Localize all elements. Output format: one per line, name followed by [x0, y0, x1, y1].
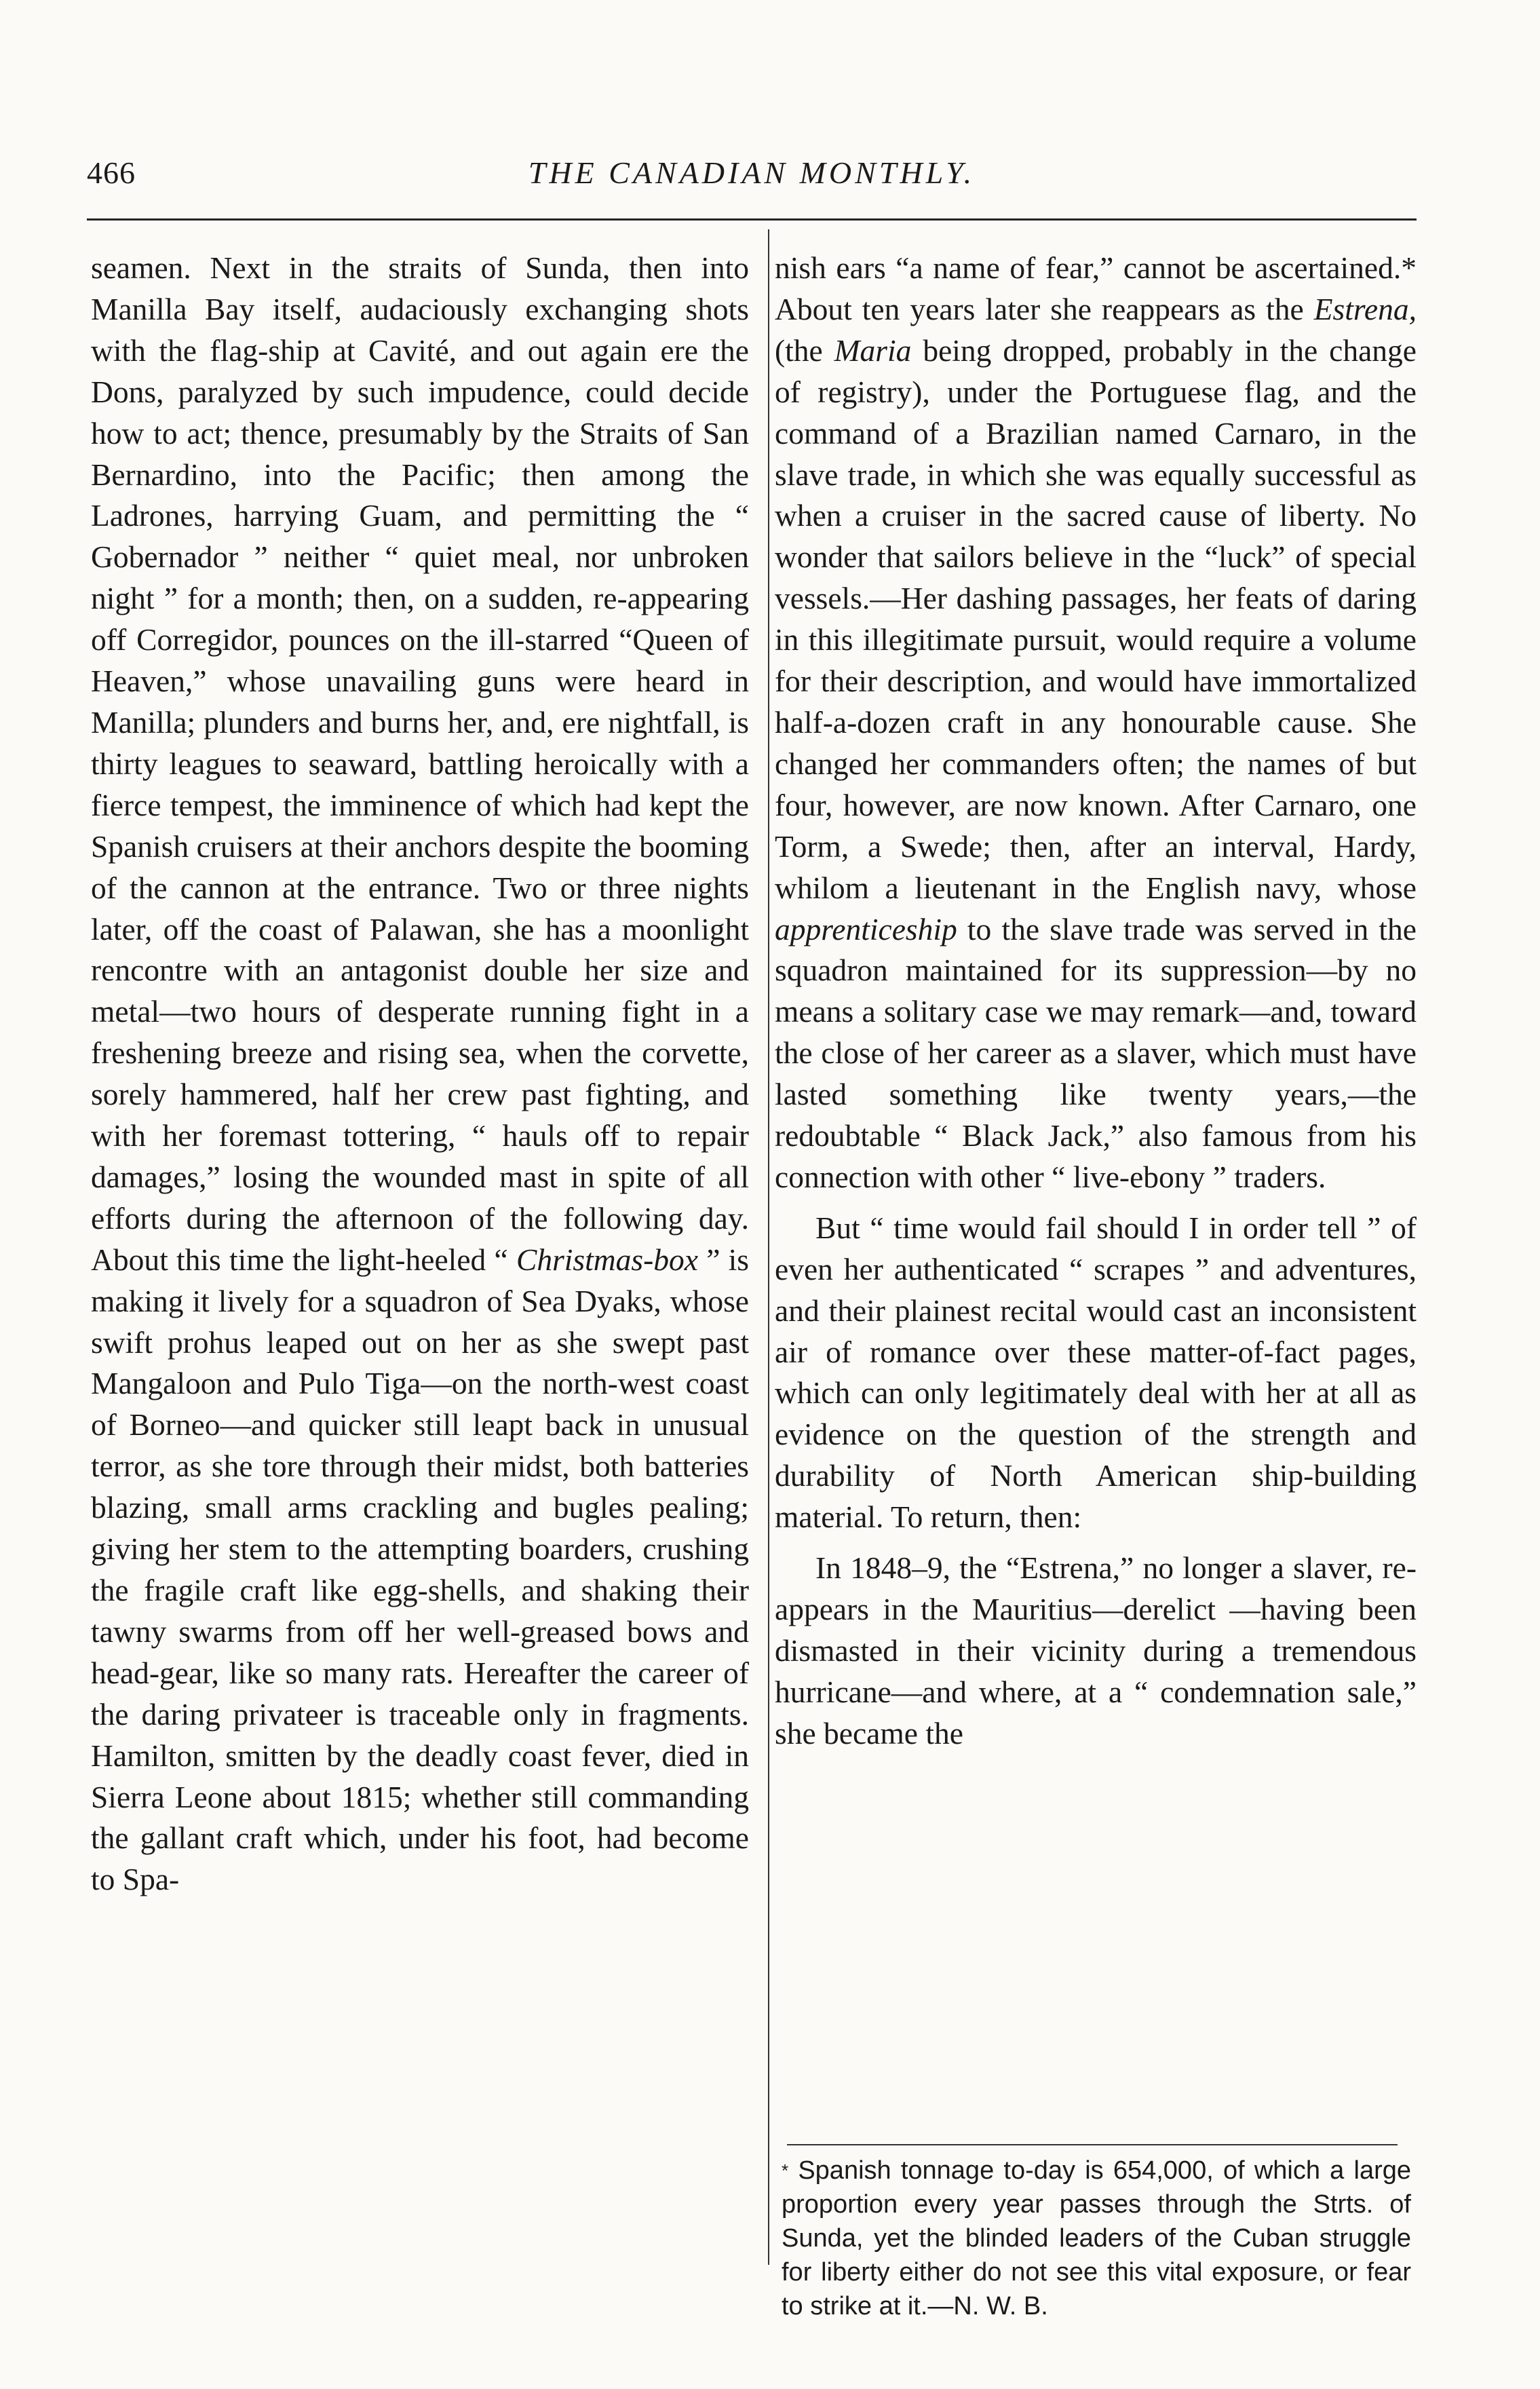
left-paragraph — [91, 248, 749, 1900]
running-title: THE CANADIAN MONTHLY. — [528, 155, 976, 190]
page-header — [87, 155, 1417, 202]
ship-name-maria: Maria — [834, 332, 912, 368]
text-run: nish ears “a name of fear,” cannot be ascertained.* About ten years later she reappears as the — [775, 250, 1417, 326]
footnote-marker: * — [782, 2160, 789, 2181]
text-run: ” is making it lively for a squadron of Sea Dyaks, whose swift prohus leaped out on her as she swept past Mangaloon and Pulo Tiga—on the north-west coast of Borneo—and quicker still leapt back in unusual terror, as she tore through their midst, both batteries blazing, small arms crackling and bugles pealing; giving her stem to the attempting boarders, crushing the fragile craft like egg-shells, and shaking their tawny swarms from off her well-greased bows and head-gear, like so many rats. Hereafter the career of the daring privateer is traceable only in fragments. Hamilton, smitten by the deadly coast fever, died in Sierra Leone about 1815; whether still commanding the gallant craft which, under his foot, had become to Spa- — [91, 1242, 749, 1897]
footnote — [782, 2154, 1411, 2323]
right-paragraph-3: In 1848–9, the “Estrena,” no longer a slaver, re-appears in the Mauritius—derelict —having been dismasted in their vicinity during a tremendous hurricane—and where, at a “ condemnation sale,” she became the — [775, 1550, 1417, 1751]
header-rule — [87, 218, 1417, 221]
page-number: 466 — [87, 155, 136, 190]
emphasis-apprenticeship: apprenticeship — [775, 911, 957, 947]
ship-name-estrena: Estrena, — [1313, 291, 1417, 326]
column-divider — [768, 229, 769, 2265]
footnote-rule — [787, 2144, 1398, 2145]
right-column — [775, 248, 1417, 1755]
text-run: being dropped, probably in the change of registry), under the Portuguese flag, and the command of a Brazilian named Carnaro, in the slave trade, in which she was equally successful as when a cruiser in the sacred cause of liberty. No wonder that sailors believe in the “luck” of special vessels.—Her dashing passages, her feats of daring in this illegitimate pursuit, would require a volume for their description, and would have immortalized half-a-dozen craft in any honourable cause. She changed her commanders often; the names of but four, however, are now known. After Carnaro, one Torm, a Swede; then, after an interval, Hardy, whilom a lieutenant in the English navy, whose — [775, 332, 1417, 905]
footnote-text: Spanish tonnage to-day is 654,000, of which a large proportion every year passes through the Strts. of Sunda, yet the blinded leaders of the Cuban struggle for liberty either do not see this vital exposure, or fear to strike at it.—N. W. B. — [782, 2156, 1412, 2320]
ship-name-christmas-box: Christmas-box — [516, 1242, 698, 1277]
text-run: seamen. Next in the straits of Sunda, then into Manilla Bay itself, audaciously exchanging shots with the flag-ship at Cavité, and out again ere the Dons, paralyzed by such impudence, could decide how to act; thence, presumably by the Straits of San Bernardino, into the Pacific; then among the Ladrones, harrying Guam, and permitting the “ Gobernador ” neither “ quiet meal, nor unbroken night ” for a month; then, on a sudden, re-appearing off Corregidor, pounces on the ill-starred “Queen of Heaven,” whose unavailing guns were heard in Manilla; plunders and burns her, and, ere nightfall, is thirty leagues to seaward, battling heroically with a fierce tempest, the imminence of which had kept the Spanish cruisers at their anchors despite the booming of the cannon at the entrance. Two or three nights later, off the coast of Palawan, she has a moonlight rencontre with an antagonist double her size and metal—two hours of desperate running fight in a freshening breeze and rising sea, when the corvette, sorely hammered, half her crew past fighting, and with her foremast tottering, “ hauls off to repair damages,” losing the wounded mast in spite of all efforts during the afternoon of the following day. About this time the light-heeled “ — [91, 250, 749, 1277]
left-column — [91, 248, 749, 1900]
text-run: to the slave trade was served in the squadron maintained for its suppression—by no means a solitary case we may remark—and, toward the close of her career as a slaver, which must have lasted something like twenty years,—the redoubtable “ Black Jack,” also famous from his connection with other “ live-ebony ” traders. — [775, 911, 1417, 1194]
right-paragraph-1 — [775, 248, 1417, 1198]
text-run: (the — [775, 332, 834, 368]
right-paragraph-2: But “ time would fail should I in order tell ” of even her authenticated “ scrapes ” and adventures, and their plainest recital would cast an inconsistent air of romance over these matter-of-fact pages, which can only legitimately deal with her at all as evidence on the question of the strength and durability of North American ship-building material. To return, then: — [775, 1210, 1417, 1535]
